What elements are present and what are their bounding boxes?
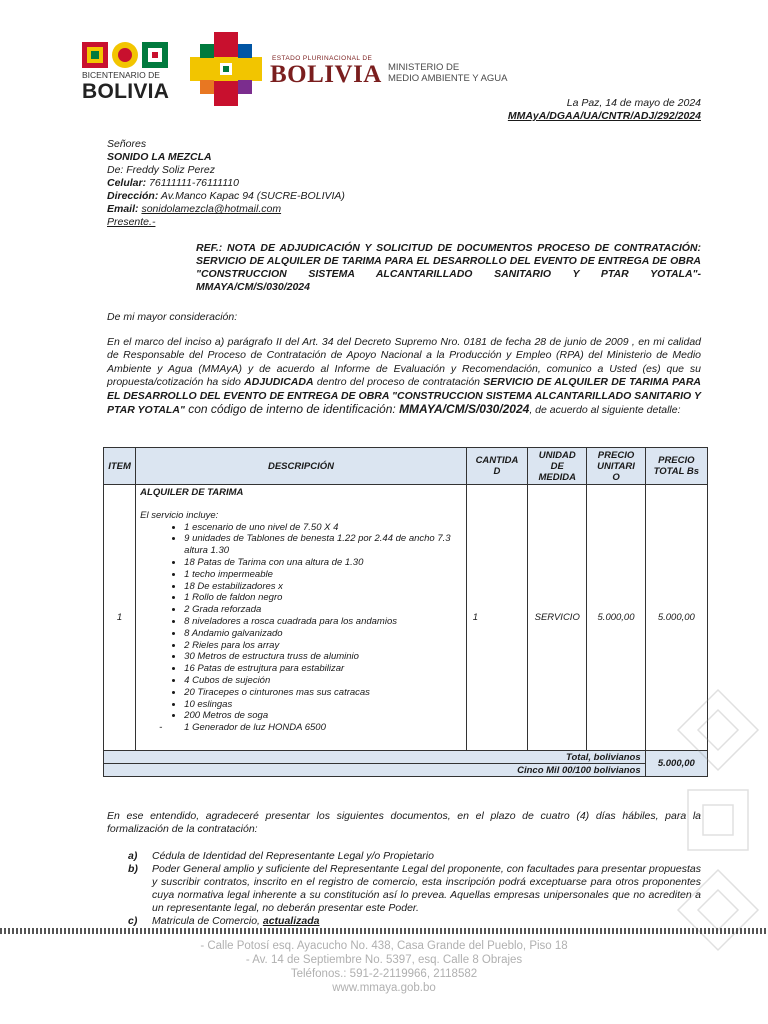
total-label: Total, bolivianos <box>104 751 646 764</box>
estado-plurinacional: ESTADO PLURINACIONAL DE <box>272 55 373 62</box>
body-part-3: con código de interno de identificación: <box>184 402 400 417</box>
address-label: Dirección: <box>107 190 159 202</box>
phone-value: 76111111-76111110 <box>146 177 239 189</box>
total-words: Cinco Mil 00/100 bolivianos <box>104 764 646 777</box>
body-code: MMAYA/CM/S/030/2024 <box>399 402 530 417</box>
footer-separator <box>0 928 768 934</box>
ministry-line-2: MEDIO AMBIENTE Y AGUA <box>388 73 508 84</box>
document-item-text: Cédula de Identidad del Representante Legal y/o Propietario <box>152 850 434 862</box>
row-description <box>136 485 467 751</box>
row-unidad: SERVICIO <box>528 485 587 751</box>
total-words-row <box>104 764 708 777</box>
document-item-label: c) <box>128 915 138 927</box>
footer-website[interactable]: www.mmaya.gob.bo <box>332 982 436 994</box>
bicentenario-text: BICENTENARIO DE <box>82 70 160 80</box>
footer <box>0 939 768 995</box>
phone-label: Celular: <box>107 177 147 189</box>
row-precio-total: 5.000,00 <box>645 485 707 751</box>
list-item: • 2 Grada reforzada <box>184 604 462 616</box>
salutation: Señores <box>107 138 147 150</box>
greeting: De mi mayor consideración: <box>107 311 238 323</box>
body-part-4: , de acuerdo al siguiente detalle: <box>529 404 681 417</box>
col-precio-total: PRECIO TOTAL Bs <box>645 448 707 485</box>
body-part-1: En el marco del inciso a) parágrafo II del Art. 34 del Decreto Supremo Nro. 0181 de fecha 28 de junio de 2009 , en mi calidad de Responsable del Proceso de Contratación de Apoyo Nacional a la Producción y Empleo (RPA) del Ministerio de Medio Ambiente y Agua (MMAyA) y de acuerdo al Informe de Evaluación y Recomendación, comunico a Usted (es) que su propuesta/cotización ha sido <box>107 336 701 389</box>
document-item <box>128 915 701 928</box>
list-item: • 1 techo impermeable <box>184 569 462 581</box>
email-link[interactable]: sonidolamezcla@hotmail.com <box>141 203 282 215</box>
table-row <box>104 485 708 751</box>
closing-intro: En ese entendido, agradeceré presentar los siguientes documentos, en el plazo de cuatro (4) días hábiles, para la formalización de la contratación: <box>107 810 701 835</box>
company-name: SONIDO LA MEZCLA <box>107 151 212 163</box>
total-row <box>104 751 708 764</box>
list-item-marker: - <box>159 722 163 734</box>
footer-address-2: - Av. 14 de Septiembre No. 5397, esq. Calle 8 Obrajes <box>245 954 523 966</box>
list-item: • 1 escenario de uno nivel de 7.50 X 4 <box>184 522 462 534</box>
footer-phones: Teléfonos.: 591-2-2119966, 2118582 <box>290 968 478 980</box>
list-item: • 4 Cubos de sujeción <box>184 675 462 687</box>
list-item: • 30 Metros de estructura truss de aluminio <box>184 651 462 663</box>
list-item: • 18 Patas de Tarima con una altura de 1.30 <box>184 557 462 569</box>
address-block <box>107 138 345 229</box>
country-name: BOLIVIA <box>270 61 382 88</box>
body-adjudicada: ADJUDICADA <box>244 376 314 389</box>
list-item: • 1 Rollo de faldon negro <box>184 592 462 604</box>
body-part-2: dentro del proceso de contratación <box>313 376 484 389</box>
row-intro: El servicio incluye: <box>140 509 219 521</box>
document-item <box>128 850 701 863</box>
list-item: • 8 Andamio galvanizado <box>184 628 462 640</box>
address-value: Av.Manco Kapac 94 (SUCRE-BOLIVIA) <box>158 190 345 202</box>
table-header-row <box>104 448 708 485</box>
reference-text: REF.: NOTA DE ADJUDICACIÓN Y SOLICITUD DE DOCUMENTOS PROCESO DE CONTRATACIÓN: SERVICIO DE ALQUILER DE TARIMA PARA EL DESARROLLO DEL EVENTO DE ENTREGA DE OBRA "CONSTRUCCION SISTEMA ALCANTARILLADO SANITARIO Y PTAR YOTALA"- MMAYA/CM/S/030/2024 <box>196 242 701 293</box>
col-precio-unitario: PRECIO UNITARI O <box>587 448 645 485</box>
service-items-list <box>140 522 462 723</box>
document-item <box>128 863 701 915</box>
email-label: Email: <box>107 203 139 215</box>
document-item-emphasis: actualizada <box>262 915 320 927</box>
documents-list <box>128 850 701 928</box>
watermark-pattern-icon <box>668 680 768 980</box>
col-unidad: UNIDAD DE MEDIDA <box>528 448 587 485</box>
bicentenario-country: BOLIVIA <box>82 80 170 103</box>
col-descripcion: DESCRIPCIÓN <box>136 448 467 485</box>
list-item: • 2 Rieles para los array <box>184 640 462 652</box>
row-precio-unitario: 5.000,00 <box>587 485 645 751</box>
row-item: 1 <box>104 485 136 751</box>
document-item-label: a) <box>128 850 138 862</box>
footer-address-1: - Calle Potosí esq. Ayacucho No. 438, Casa Grande del Pueblo, Piso 18 <box>200 940 568 952</box>
contact-person: De: Freddy Soliz Perez <box>107 164 215 176</box>
phone-line <box>107 177 345 190</box>
row-title: ALQUILER DE TARIMA <box>140 487 244 498</box>
letter-date: La Paz, 14 de mayo de 2024 <box>566 97 701 109</box>
list-item: • 8 niveladores a rosca cuadrada para los andamios <box>184 616 462 628</box>
document-item-text: Poder General amplio y suficiente del Representante Legal del proponente, con facultades para presentar propuestas y suscribir contratos, inscrito en el registro de comercio, esta inscripción podrá exceptuarse para otros proponentes cuya normativa legal inherente a su constitución así lo prevea. Aquellas empresas unipersonales que no acrediten a un representante legal, no deberán presentar este Poder. <box>152 863 701 914</box>
document-item-text: Matricula de Comercio, <box>152 915 263 927</box>
email-line <box>107 203 345 216</box>
presente: Presente.- <box>107 216 156 228</box>
list-item: • 16 Patas de estrujtura para estabilizar <box>184 663 462 675</box>
detail-table <box>103 447 708 777</box>
ministry-line-1: MINISTERIO DE <box>388 62 460 73</box>
list-item: • 18 De estabilizadores x <box>184 581 462 593</box>
list-item: • 200 Metros de soga <box>184 710 462 722</box>
letter-cite: MMAyA/DGAA/UA/CNTR/ADJ/292/2024 <box>507 110 701 122</box>
ministry-name <box>388 62 508 84</box>
list-item: • 10 eslingas <box>184 699 462 711</box>
chakana-emblem-icon <box>190 32 262 106</box>
list-item-text: 1 Generador de luz HONDA 6500 <box>184 722 326 734</box>
list-item: • 20 Tiracepes o cinturones mas sus catracas <box>184 687 462 699</box>
row-cantidad: 1 <box>466 485 527 751</box>
address-line <box>107 190 345 203</box>
list-item <box>140 722 462 734</box>
col-item: ITEM <box>104 448 136 485</box>
list-item: • 9 unidades de Tablones de benesta 1.22 por 2.44 de ancho 7.3 altura 1.30 <box>184 533 462 557</box>
body-paragraph <box>107 336 701 417</box>
col-cantidad: CANTIDA D <box>466 448 527 485</box>
total-value: 5.000,00 <box>645 751 707 777</box>
body-service: SERVICIO DE ALQUILER DE TARIMA PARA EL DESARROLLO DEL EVENTO DE ENTREGA DE OBRA "CONSTRUCCION SISTEMA ALCANTARILLADO SANITARIO Y PTAR YOTALA" <box>107 376 701 417</box>
document-item-label: b) <box>128 863 138 875</box>
